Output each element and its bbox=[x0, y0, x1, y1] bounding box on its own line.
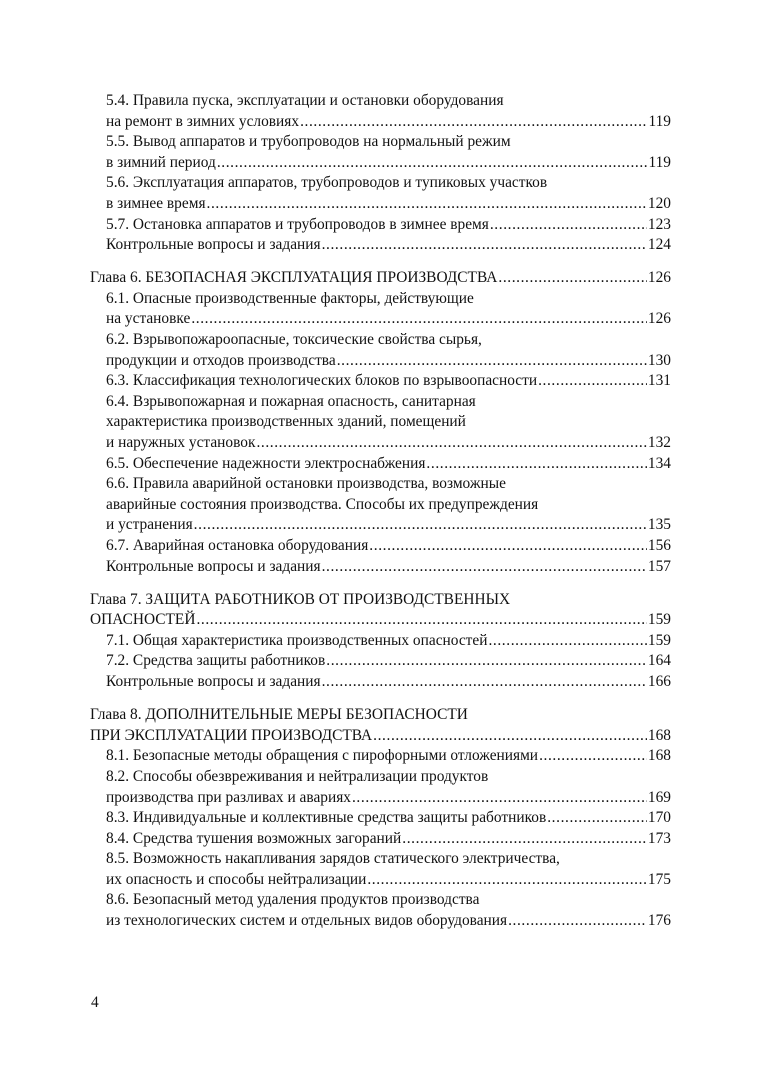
toc-page-number: 119 bbox=[648, 112, 671, 130]
toc-chapter-entry[interactable] bbox=[90, 268, 671, 289]
section-gap bbox=[90, 577, 671, 590]
toc-entry-title: производства при разливах и авариях bbox=[106, 788, 351, 806]
toc-page-number: 176 bbox=[647, 912, 671, 930]
dot-leader bbox=[337, 351, 647, 372]
dot-leader bbox=[367, 870, 647, 891]
toc-entry-title: 5.5. Вывод аппаратов и трубопроводов на нормальный режим bbox=[106, 133, 511, 151]
toc-section-entry[interactable] bbox=[90, 173, 671, 214]
toc-entry-title: Глава 6. БЕЗОПАСНАЯ ЭКСПЛУАТАЦИЯ ПРОИЗВОДСТВА bbox=[90, 269, 498, 287]
toc-entry-title: ПРИ ЭКСПЛУАТАЦИИ ПРОИЗВОДСТВА bbox=[90, 726, 373, 744]
toc-page-number: 131 bbox=[647, 372, 671, 390]
dot-leader bbox=[196, 610, 646, 631]
toc-entry-title: 8.1. Безопасные методы обращения с пирофорными отложениями bbox=[106, 747, 539, 765]
toc-section-entry[interactable] bbox=[90, 767, 671, 808]
toc-line bbox=[106, 173, 671, 194]
toc-line bbox=[90, 726, 671, 747]
toc-line bbox=[106, 235, 671, 256]
toc-page-number: 132 bbox=[647, 434, 671, 451]
toc-line bbox=[106, 536, 671, 557]
toc-chapter-entry[interactable] bbox=[90, 590, 671, 631]
toc-page-number: 173 bbox=[647, 829, 671, 847]
dot-leader bbox=[426, 454, 646, 475]
toc-entry-title: на установке bbox=[106, 310, 191, 328]
dot-leader bbox=[300, 112, 647, 133]
toc-page-number: 169 bbox=[647, 788, 671, 806]
toc-page-number: 166 bbox=[647, 673, 671, 691]
toc-entry-title: ОПАСНОСТЕЙ bbox=[90, 611, 196, 629]
toc-page-number: 124 bbox=[647, 236, 671, 254]
toc-section-entry[interactable] bbox=[90, 371, 671, 392]
toc-line bbox=[106, 371, 671, 392]
toc-page-number: 156 bbox=[647, 536, 671, 554]
toc-entry-title: 6.5. Обеспечение надежности электроснабжения bbox=[106, 454, 426, 472]
toc-entry-title: характеристика производственных зданий, помещений bbox=[106, 413, 466, 431]
toc-section-entry[interactable] bbox=[90, 474, 671, 536]
toc-entry-title: 6.1. Опасные производственные факторы, действующие bbox=[106, 289, 474, 307]
toc-line bbox=[106, 392, 671, 413]
toc-line bbox=[106, 890, 671, 911]
toc-chapter-entry[interactable] bbox=[90, 705, 671, 746]
dot-leader bbox=[538, 371, 647, 392]
toc-entry-title: Контрольные вопросы и задания bbox=[106, 557, 321, 575]
toc-line bbox=[106, 454, 671, 475]
toc-section-entry[interactable] bbox=[90, 536, 671, 557]
dot-leader bbox=[373, 726, 647, 747]
dot-leader bbox=[402, 829, 647, 850]
dot-leader bbox=[256, 433, 646, 454]
dot-leader bbox=[508, 911, 647, 932]
toc-entry-title: 6.3. Классификация технологических блоков по взрывоопасности bbox=[106, 372, 538, 390]
toc-line bbox=[106, 112, 671, 133]
dot-leader bbox=[490, 215, 647, 236]
toc-section-entry[interactable] bbox=[90, 829, 671, 850]
toc-section-entry[interactable] bbox=[90, 672, 671, 693]
toc-entry-title: в зимний период bbox=[106, 153, 216, 171]
toc-page-number: 157 bbox=[647, 557, 671, 575]
toc-line bbox=[90, 610, 671, 631]
page-number: 4 bbox=[91, 994, 99, 1011]
toc-line bbox=[90, 268, 671, 289]
dot-leader bbox=[322, 235, 647, 256]
toc-page-number: 164 bbox=[647, 652, 671, 670]
dot-leader bbox=[326, 651, 647, 672]
toc-entry-title: в зимнее время bbox=[106, 194, 206, 212]
toc-line bbox=[106, 829, 671, 850]
toc-entry-title: 5.7. Остановка аппаратов и трубопроводов в зимнее время bbox=[106, 215, 489, 233]
dot-leader bbox=[547, 808, 647, 829]
toc-section-entry[interactable] bbox=[90, 330, 671, 371]
toc-line bbox=[106, 194, 671, 215]
toc-line bbox=[106, 808, 671, 829]
toc-entry-title: 5.4. Правила пуска, эксплуатации и остановки оборудования bbox=[106, 92, 504, 109]
toc-line bbox=[90, 590, 671, 611]
toc-line bbox=[106, 870, 671, 891]
toc-section-entry[interactable] bbox=[90, 557, 671, 578]
toc-entry-title: Контрольные вопросы и задания bbox=[106, 673, 321, 691]
toc-section-entry[interactable] bbox=[90, 215, 671, 236]
dot-leader bbox=[322, 672, 647, 693]
toc-line bbox=[106, 746, 671, 767]
table-of-contents bbox=[90, 91, 671, 932]
toc-entry-title: и наружных установок bbox=[106, 434, 256, 451]
toc-line bbox=[106, 289, 671, 310]
toc-entry-title: 6.7. Аварийная остановка оборудования bbox=[106, 536, 369, 554]
toc-page-number: 120 bbox=[647, 194, 671, 212]
toc-section-entry[interactable] bbox=[90, 289, 671, 330]
toc-entry-title: 8.2. Способы обезвреживания и нейтрализации продуктов bbox=[106, 767, 489, 785]
toc-line bbox=[106, 132, 671, 153]
dot-leader bbox=[488, 631, 646, 652]
toc-entry-title: 7.2. Средства защиты работников bbox=[106, 652, 326, 670]
toc-page-number: 175 bbox=[647, 870, 671, 888]
toc-section-entry[interactable] bbox=[90, 746, 671, 767]
toc-line bbox=[106, 153, 671, 174]
toc-page-number: 168 bbox=[647, 747, 671, 765]
toc-section-entry[interactable] bbox=[90, 235, 671, 256]
toc-section-entry[interactable] bbox=[90, 808, 671, 829]
toc-entry-title: 8.5. Возможность накапливания зарядов статического электричества, bbox=[106, 850, 560, 868]
toc-line bbox=[106, 672, 671, 693]
toc-entry-title: 6.4. Взрывопожарная и пожарная опасность, санитарная bbox=[106, 392, 476, 410]
toc-page-number: 119 bbox=[648, 153, 671, 171]
toc-section-entry[interactable] bbox=[90, 631, 671, 652]
dot-leader bbox=[352, 788, 647, 809]
toc-section-entry[interactable] bbox=[90, 392, 671, 454]
toc-entry-title: Глава 7. ЗАЩИТА РАБОТНИКОВ ОТ ПРОИЗВОДСТВЕННЫХ bbox=[90, 590, 511, 608]
toc-line bbox=[106, 631, 671, 652]
toc-section-entry[interactable] bbox=[90, 849, 671, 890]
toc-entry-title: аварийные состояния производства. Способы их предупреждения bbox=[106, 495, 539, 513]
toc-entry-title: 6.6. Правила аварийной остановки производства, возможные bbox=[106, 475, 506, 493]
toc-page-number: 126 bbox=[647, 310, 671, 328]
toc-page-number: 123 bbox=[647, 215, 671, 233]
toc-page-number: 159 bbox=[647, 611, 671, 629]
toc-page-number: 134 bbox=[647, 454, 671, 472]
toc-entry-title: Контрольные вопросы и задания bbox=[106, 236, 321, 254]
toc-section-entry[interactable] bbox=[90, 890, 671, 931]
toc-entry-title: их опасность и способы нейтрализации bbox=[106, 870, 367, 888]
section-gap bbox=[90, 256, 671, 269]
toc-line bbox=[106, 474, 671, 495]
dot-leader bbox=[194, 515, 647, 536]
toc-section-entry[interactable] bbox=[90, 651, 671, 672]
dot-leader bbox=[191, 309, 647, 330]
dot-leader bbox=[217, 153, 648, 174]
section-gap bbox=[90, 693, 671, 706]
toc-line bbox=[106, 91, 671, 112]
toc-line bbox=[106, 330, 671, 351]
toc-page-number: 168 bbox=[647, 726, 671, 744]
dot-leader bbox=[207, 194, 647, 215]
toc-entry-title: 7.1. Общая характеристика производственных опасностей bbox=[106, 631, 488, 649]
toc-page-number: 126 bbox=[647, 269, 671, 287]
toc-entry-title: 8.6. Безопасный метод удаления продуктов производства bbox=[106, 891, 480, 909]
toc-line bbox=[106, 433, 671, 454]
toc-line bbox=[106, 412, 671, 433]
toc-line bbox=[106, 788, 671, 809]
toc-page-number: 135 bbox=[647, 516, 671, 534]
toc-entry-title: продукции и отходов производства bbox=[106, 351, 336, 369]
toc-line bbox=[106, 557, 671, 578]
toc-line bbox=[106, 309, 671, 330]
dot-leader bbox=[322, 557, 647, 578]
dot-leader bbox=[369, 536, 647, 557]
toc-page-number: 170 bbox=[647, 809, 671, 827]
toc-entry-title: на ремонт в зимних условиях bbox=[106, 112, 300, 130]
dot-leader bbox=[539, 746, 647, 767]
toc-entry-title: 6.2. Взрывопожароопасные, токсические свойства сырья, bbox=[106, 331, 482, 349]
toc-line bbox=[106, 911, 671, 932]
dot-leader bbox=[498, 268, 647, 289]
toc-entry-title: 8.4. Средства тушения возможных загораний bbox=[106, 829, 402, 847]
toc-entry-title: 5.6. Эксплуатация аппаратов, трубопроводов и тупиковых участков bbox=[106, 174, 548, 192]
toc-line bbox=[106, 515, 671, 536]
toc-line bbox=[106, 767, 671, 788]
toc-entry-title: из технологических систем и отдельных видов оборудования bbox=[106, 912, 508, 930]
toc-line bbox=[90, 705, 671, 726]
toc-section-entry[interactable] bbox=[90, 454, 671, 475]
toc-line bbox=[106, 495, 671, 516]
toc-entry-title: 8.3. Индивидуальные и коллективные средства защиты работников bbox=[106, 809, 547, 827]
toc-page-number: 130 bbox=[647, 351, 671, 369]
toc-line bbox=[106, 651, 671, 672]
toc-line bbox=[106, 215, 671, 236]
toc-section-entry[interactable] bbox=[90, 132, 671, 173]
toc-line bbox=[106, 849, 671, 870]
toc-entry-title: и устранения bbox=[106, 516, 193, 534]
toc-entry-title: Глава 8. ДОПОЛНИТЕЛЬНЫЕ МЕРЫ БЕЗОПАСНОСТИ bbox=[90, 706, 468, 724]
toc-page-number: 159 bbox=[647, 631, 671, 649]
toc-line bbox=[106, 351, 671, 372]
toc-section-entry[interactable] bbox=[90, 91, 671, 132]
